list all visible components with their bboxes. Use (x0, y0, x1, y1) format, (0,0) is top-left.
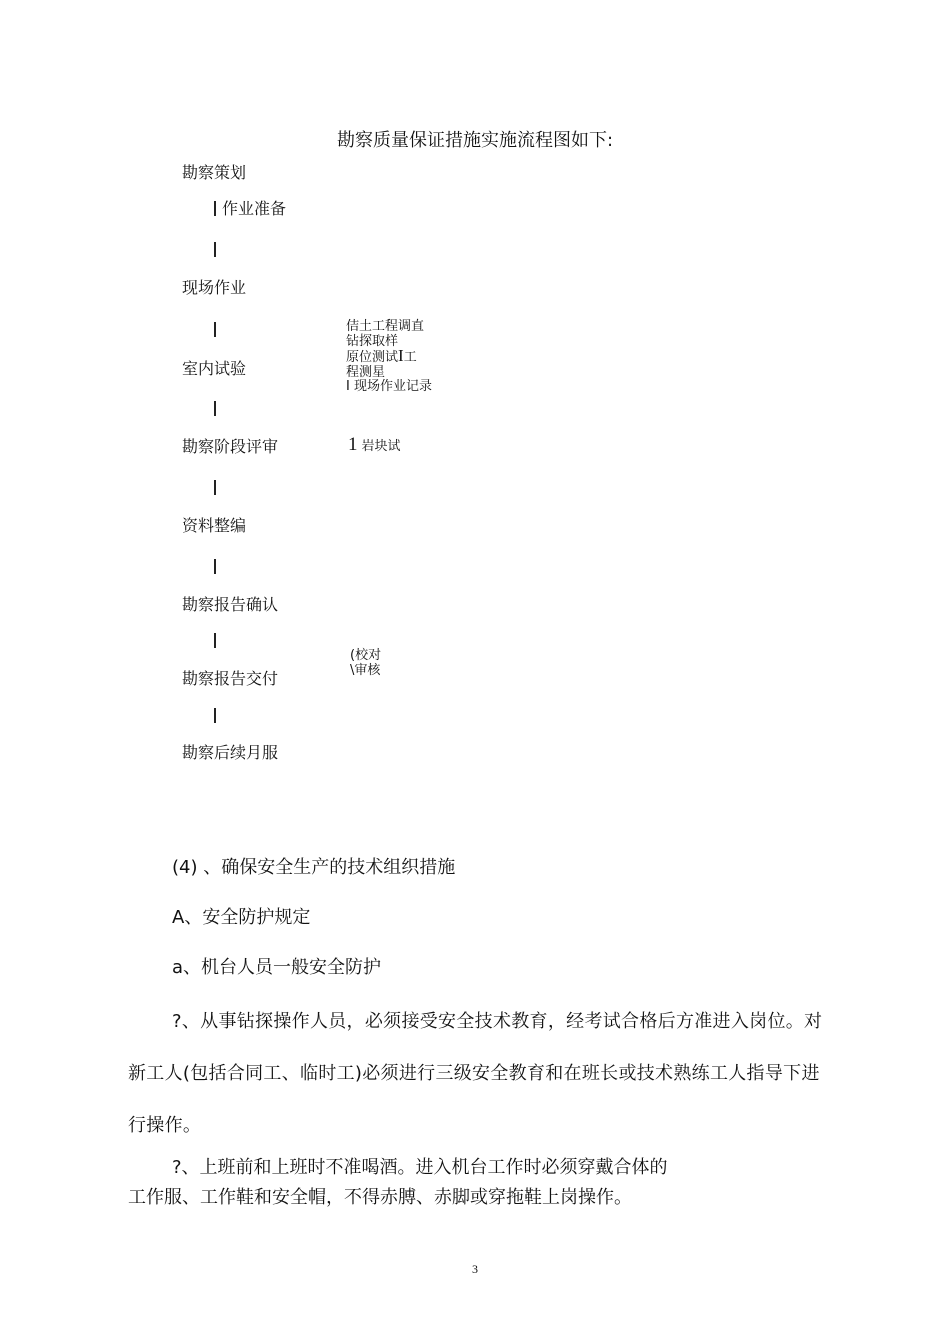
paragraph-line: ?、上班前和上班时不准喝酒。进入机台工作时必须穿戴合体的 (172, 1157, 668, 1178)
note-line: 程测星 (346, 364, 386, 380)
flow-connector (214, 242, 216, 257)
flow-connector (214, 201, 216, 216)
flow-step-report-delivery: 勘察报告交付 (182, 669, 279, 688)
flow-connector (214, 559, 216, 574)
flow-step-prep-label: 作业准备 (222, 199, 287, 218)
rock-test-note: 1 岩块试 (348, 434, 401, 455)
field-work-notes (346, 319, 446, 394)
paragraph: ?、从事钻探操作人员，必须接受安全技术教育，经考试合格后方准进入岗位。对新工人(包括合同工、临时工)必须进行三级安全教育和在班长或技术熟练工人指导下进行操作。 (128, 1011, 823, 1136)
flow-step-prep (214, 196, 286, 219)
page-number: 3 (472, 1262, 478, 1276)
section-heading: (4) 、确保安全生产的技术组织措施 (172, 857, 456, 878)
flow-step-follow-up: 勘察后续月服 (182, 743, 279, 762)
flow-connector (214, 633, 216, 648)
paragraph-line: 工作服、工作鞋和安全帽，不得赤膊、赤脚或穿拖鞋上岗操作。 (128, 1187, 632, 1208)
flow-step-data-compile: 资料整编 (182, 516, 247, 535)
flow-connector (214, 480, 216, 495)
check-review-note: (校对 \审核 (350, 648, 382, 678)
note-line: 佶土工程调直 (346, 319, 425, 334)
flow-step-planning: 勘察策划 (182, 163, 247, 182)
page-title: 勘察质量保证措施实施流程图如下: (336, 130, 614, 151)
flow-connector (214, 708, 216, 723)
flow-step-stage-review: 勘察阶段评审 (182, 437, 279, 456)
note-line: 原位测试I工 (346, 346, 417, 365)
note-line: 钻探取样 (346, 333, 399, 349)
flow-step-report-confirm: 勘察报告确认 (182, 595, 279, 614)
subsection-heading: A、安全防护规定 (172, 907, 311, 928)
flow-step-lab-test: 室内试验 (182, 359, 247, 378)
flow-connector (214, 401, 216, 416)
flow-step-field-work: 现场作业 (182, 278, 247, 297)
note-line: I 现场作业记录 (346, 379, 432, 394)
subsection-item: a、机台人员一般安全防护 (172, 957, 382, 978)
flow-connector (214, 322, 216, 337)
